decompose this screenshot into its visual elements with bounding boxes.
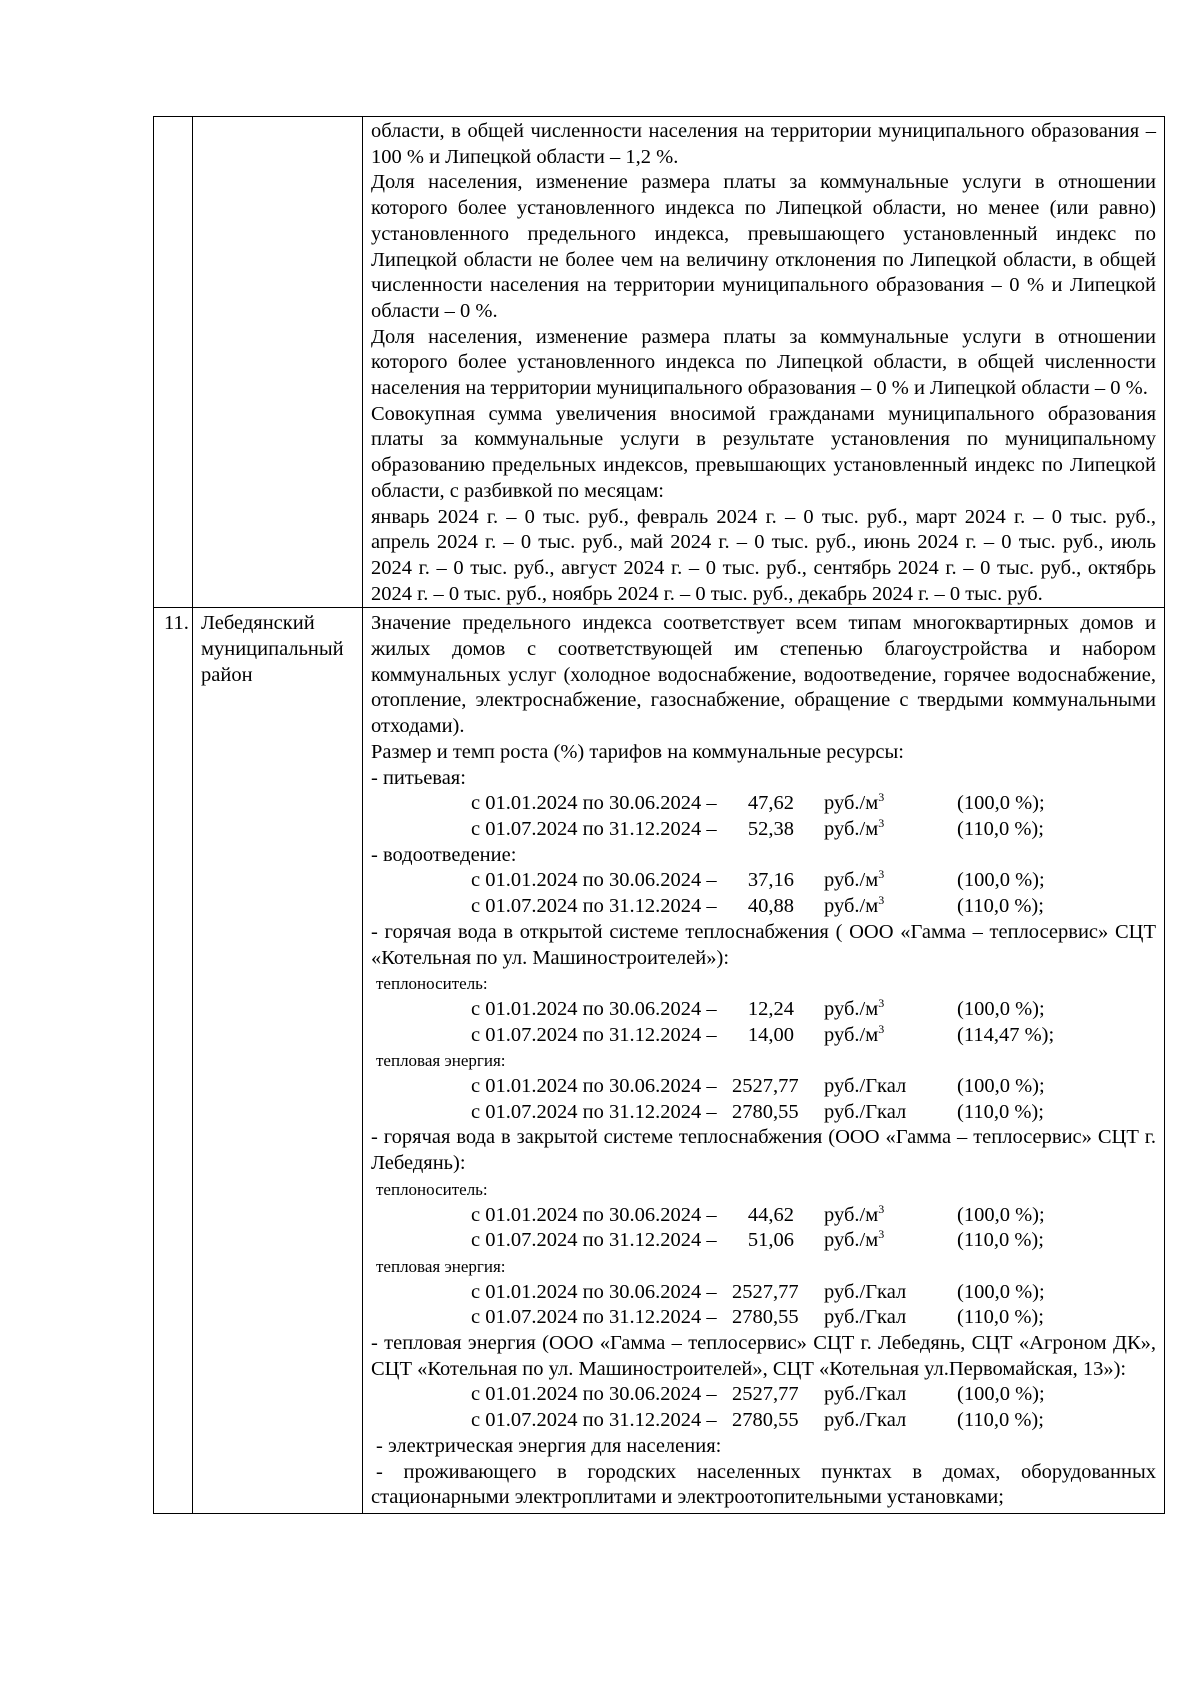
tariff-percent	[912, 1408, 1044, 1434]
tariff-unit	[794, 1228, 912, 1254]
paragraph: Совокупная сумма увеличения вносимой гражданами муниципального образования платы за коммунальные услуги в результате установления по муниципальному образованию предельных индексов, превышающих установленный индекс по Липецкой области, с разбивкой по месяцам:	[371, 402, 1156, 502]
tariff-group-hot-open-carrier	[371, 997, 1156, 1048]
table-row-continuation	[154, 117, 1165, 608]
tariffs-heading: Размер и темп роста (%) тарифов на коммунальные ресурсы:	[371, 740, 904, 763]
district-line: район	[201, 663, 253, 686]
tariff-period	[371, 1100, 732, 1126]
category-hot-water-open: - горячая вода в открытой системе теплоснабжения ( ООО «Гамма – теплосервис» СЦТ «Котельная по ул. Машиностроителей»):	[371, 920, 1156, 969]
tariff-value-text: 51,06	[747, 1229, 794, 1252]
tariff-period	[371, 1408, 732, 1434]
tariff-period-text: с 01.07.2024 по 31.12.2024 –	[471, 895, 717, 918]
tariff-unit	[794, 1408, 912, 1434]
tariff-line	[371, 1408, 1156, 1434]
tariff-period	[371, 1280, 732, 1306]
tariff-percent	[912, 791, 1045, 817]
intro-paragraph: Значение предельного индекса соответствует всем типам многоквартирных домов и жилых домов с соответствующей им степенью благоустройства и набором коммунальных услуг (холодное водоснабжение, водоотведение, горячее водоснабжение, отопление, электроснабжение, газоснабжение, обращение с твердыми коммунальными отходами).	[371, 612, 1156, 738]
tariff-percent-text: (100,0 %);	[957, 1280, 1045, 1303]
tariff-percent	[912, 1100, 1044, 1126]
paragraph: области, в общей численности населения на территории муниципального образования – 100 % и Липецкой области – 1,2 %.	[371, 120, 1156, 168]
tariff-percent-text: (100,0 %);	[957, 997, 1045, 1020]
tariff-unit	[794, 997, 912, 1023]
unit-superscript: 3	[878, 996, 885, 1011]
tariff-percent-text: (110,0 %);	[957, 1229, 1044, 1252]
tariff-unit-text: руб./м	[824, 1203, 879, 1226]
tariff-period-text: с 01.01.2024 по 30.06.2024 –	[471, 1280, 717, 1303]
tariff-value-text: 2527,77	[732, 1075, 799, 1098]
tariff-unit	[794, 894, 912, 920]
tariff-value-text: 2780,55	[732, 1409, 799, 1432]
tariff-percent	[912, 1228, 1044, 1254]
category-electricity: - электрическая энергия для населения:	[376, 1434, 722, 1457]
tariff-value-text: 2780,55	[732, 1100, 799, 1123]
tariff-line	[371, 817, 1156, 843]
tariff-value-text: 37,16	[747, 869, 794, 892]
tariff-unit-text: руб./м	[824, 1229, 879, 1252]
tariff-period-text: с 01.07.2024 по 31.12.2024 –	[471, 1023, 717, 1046]
tariff-period	[371, 1203, 732, 1229]
tariff-value	[732, 1408, 799, 1434]
tariff-period-text: с 01.07.2024 по 31.12.2024 –	[471, 817, 717, 840]
tariff-group-heat	[371, 1382, 1156, 1433]
tariff-period	[371, 894, 732, 920]
tariff-line	[371, 1305, 1156, 1331]
tariff-percent-text: (100,0 %);	[957, 1383, 1045, 1406]
tariff-percent	[912, 1382, 1045, 1408]
tariff-unit-text: руб./Гкал	[824, 1306, 907, 1329]
tariff-percent-text: (110,0 %);	[957, 817, 1044, 840]
tariff-value	[732, 1203, 794, 1229]
tariff-value	[732, 817, 794, 843]
paragraph: Доля населения, изменение размера платы за коммунальные услуги в отношении которого более установленного индекса по Липецкой области, но менее (или равно) установленного предельного индекса, превышающего установленный индекс по Липецкой области не более чем на величину отклонения по Липецкой области, в общей численности населения на территории муниципального образования – 0 % и Липецкой области – 0 %.	[371, 171, 1156, 322]
tariff-value-text: 12,24	[747, 997, 794, 1020]
tariff-period	[371, 868, 732, 894]
tariff-period-text: с 01.01.2024 по 30.06.2024 –	[471, 792, 717, 815]
tariff-unit-text: руб./м	[824, 997, 879, 1020]
tariff-line	[371, 1074, 1156, 1100]
tariff-value	[732, 868, 794, 894]
tariff-value-text: 44,62	[747, 1203, 794, 1226]
tariff-unit	[794, 1074, 912, 1100]
tariff-percent	[912, 1023, 1054, 1049]
tariff-percent	[912, 817, 1044, 843]
tariff-value	[732, 791, 794, 817]
tariff-period	[371, 791, 732, 817]
tariff-unit	[794, 817, 912, 843]
tariff-value-text: 2527,77	[732, 1383, 799, 1406]
cell-district-empty	[193, 117, 363, 608]
tariff-unit-text: руб./Гкал	[824, 1383, 907, 1406]
electricity-note: - проживающего в городских населенных пунктах в домах, оборудованных стационарными электроплитами и электроотопительными установками;	[371, 1460, 1156, 1509]
tariff-unit-text: руб./Гкал	[824, 1409, 907, 1432]
tariff-unit-text: руб./м	[824, 895, 879, 918]
tariff-value-text: 2780,55	[732, 1306, 799, 1329]
tariff-unit	[794, 868, 912, 894]
tariff-period	[371, 1228, 732, 1254]
unit-superscript: 3	[878, 867, 885, 882]
tariff-group-hot-closed-carrier	[371, 1203, 1156, 1254]
tariff-unit-text: руб./Гкал	[824, 1100, 907, 1123]
tariff-percent-text: (110,0 %);	[957, 1100, 1044, 1123]
district-line: Лебедянский	[201, 612, 315, 635]
tariff-unit	[794, 1100, 912, 1126]
unit-superscript: 3	[878, 1227, 885, 1242]
tariff-line	[371, 1382, 1156, 1408]
tariff-group-hot-open-energy	[371, 1074, 1156, 1125]
tariff-line	[371, 868, 1156, 894]
tariff-line	[371, 1280, 1156, 1306]
cell-description	[363, 608, 1165, 1514]
tariff-unit-text: руб./м	[824, 1023, 879, 1046]
tariff-line	[371, 791, 1156, 817]
tariff-value	[732, 1023, 794, 1049]
table-row-11	[154, 608, 1165, 1514]
tariff-period	[371, 1023, 732, 1049]
row-number: 11.	[154, 608, 193, 1514]
tariff-value	[732, 1280, 799, 1306]
subcategory-heat-carrier: теплоноситель:	[376, 1179, 488, 1199]
tariff-percent	[912, 868, 1045, 894]
tariff-unit	[794, 1382, 912, 1408]
tariff-unit	[794, 1280, 912, 1306]
tariff-value	[732, 1074, 799, 1100]
paragraph: Доля населения, изменение размера платы за коммунальные услуги в отношении которого более установленного индекса по Липецкой области, в общей численности населения на территории муниципального образования – 0 % и Липецкой области – 0 %.	[371, 325, 1156, 400]
unit-superscript: 3	[878, 1201, 885, 1216]
cell-number-empty	[154, 117, 193, 608]
tariff-value	[732, 1228, 794, 1254]
tariff-percent-text: (100,0 %);	[957, 1075, 1045, 1098]
unit-superscript: 3	[878, 790, 885, 805]
tariff-group-hot-closed-energy	[371, 1280, 1156, 1331]
tariff-period-text: с 01.01.2024 по 30.06.2024 –	[471, 1075, 717, 1098]
tariff-period-text: с 01.01.2024 по 30.06.2024 –	[471, 997, 717, 1020]
tariff-value	[732, 894, 794, 920]
tariff-percent	[912, 1203, 1045, 1229]
tariff-unit	[794, 1203, 912, 1229]
tariff-period	[371, 997, 732, 1023]
tariff-line	[371, 1023, 1156, 1049]
tariff-percent-text: (114,47 %);	[957, 1023, 1055, 1046]
unit-superscript: 3	[878, 816, 885, 831]
unit-superscript: 3	[878, 893, 885, 908]
tariff-percent	[912, 1305, 1044, 1331]
district-line: муниципальный	[201, 638, 344, 661]
tariff-value	[732, 1305, 799, 1331]
category-heat-energy: - тепловая энергия (ООО «Гамма – теплосервис» СЦТ г. Лебедянь, СЦТ «Агроном ДК», СЦТ «Котельная по ул. Машиностроителей», СЦТ «Котельная ул.Первомайская, 13»):	[371, 1332, 1156, 1380]
tariff-percent-text: (100,0 %);	[957, 1203, 1045, 1226]
district-name	[193, 608, 363, 1514]
tariff-period	[371, 817, 732, 843]
tariff-period-text: с 01.07.2024 по 31.12.2024 –	[471, 1229, 717, 1252]
subcategory-heat-carrier: теплоноситель:	[376, 974, 488, 994]
tariff-percent	[912, 997, 1045, 1023]
tariff-percent	[912, 1280, 1045, 1306]
paragraph: январь 2024 г. – 0 тыс. руб., февраль 2024 г. – 0 тыс. руб., март 2024 г. – 0 тыс. руб., апрель 2024 г. – 0 тыс. руб., май 2024 г. – 0 тыс. руб., июнь 2024 г. – 0 тыс. руб., июль 2024 г. – 0 тыс. руб., август 2024 г. – 0 тыс. руб., сентябрь 2024 г. – 0 тыс. руб., октябрь 2024 г. – 0 тыс. руб., ноябрь 2024 г. – 0 тыс. руб., декабрь 2024 г. – 0 тыс. руб.	[371, 505, 1156, 605]
tariff-period-text: с 01.07.2024 по 31.12.2024 –	[471, 1306, 717, 1329]
tariff-unit-text: руб./м	[824, 792, 879, 815]
tariff-line	[371, 1203, 1156, 1229]
tariff-period	[371, 1382, 732, 1408]
tariff-line	[371, 1100, 1156, 1126]
tariff-percent	[912, 1074, 1045, 1100]
tariff-period	[371, 1305, 732, 1331]
tariff-percent-text: (100,0 %);	[957, 869, 1045, 892]
tariff-value-text: 47,62	[747, 792, 794, 815]
cell-description	[363, 117, 1165, 608]
tariff-value	[732, 1382, 799, 1408]
category-sewage: - водоотведение:	[371, 843, 517, 866]
tariff-unit	[794, 1305, 912, 1331]
tariff-period-text: с 01.01.2024 по 30.06.2024 –	[471, 1383, 717, 1406]
tariff-percent-text: (110,0 %);	[957, 895, 1044, 918]
tariff-group-sewage	[371, 868, 1156, 919]
tariff-line	[371, 894, 1156, 920]
tariff-percent-text: (110,0 %);	[957, 1409, 1044, 1432]
tariff-percent-text: (110,0 %);	[957, 1306, 1044, 1329]
unit-superscript: 3	[878, 1021, 885, 1036]
tariff-unit	[794, 791, 912, 817]
subcategory-heat-energy: тепловая энергия:	[376, 1051, 506, 1071]
tariff-unit-text: руб./м	[824, 869, 879, 892]
tariff-line	[371, 1228, 1156, 1254]
tariff-value-text: 2527,77	[732, 1280, 799, 1303]
tariff-percent-text: (100,0 %);	[957, 792, 1045, 815]
tariff-group-drinking	[371, 791, 1156, 842]
tariff-value-text: 14,00	[747, 1023, 794, 1046]
tariff-period	[371, 1074, 732, 1100]
tariff-value	[732, 1100, 799, 1126]
tariff-line	[371, 997, 1156, 1023]
category-hot-water-closed: - горячая вода в закрытой системе теплоснабжения (ООО «Гамма – теплосервис» СЦТ г. Лебедянь):	[371, 1126, 1156, 1175]
tariff-unit-text: руб./Гкал	[824, 1075, 907, 1098]
tariff-value	[732, 997, 794, 1023]
category-drinking-water: - питьевая:	[371, 766, 466, 789]
tariff-table	[153, 116, 1165, 1514]
tariff-unit-text: руб./м	[824, 817, 879, 840]
tariff-period-text: с 01.01.2024 по 30.06.2024 –	[471, 869, 717, 892]
tariff-value-text: 40,88	[747, 895, 794, 918]
subcategory-heat-energy: тепловая энергия:	[376, 1256, 506, 1276]
tariff-value-text: 52,38	[747, 817, 794, 840]
tariff-unit-text: руб./Гкал	[824, 1280, 907, 1303]
tariff-period-text: с 01.01.2024 по 30.06.2024 –	[471, 1203, 717, 1226]
tariff-unit	[794, 1023, 912, 1049]
tariff-percent	[912, 894, 1044, 920]
tariff-period-text: с 01.07.2024 по 31.12.2024 –	[471, 1409, 717, 1432]
tariff-period-text: с 01.07.2024 по 31.12.2024 –	[471, 1100, 717, 1123]
